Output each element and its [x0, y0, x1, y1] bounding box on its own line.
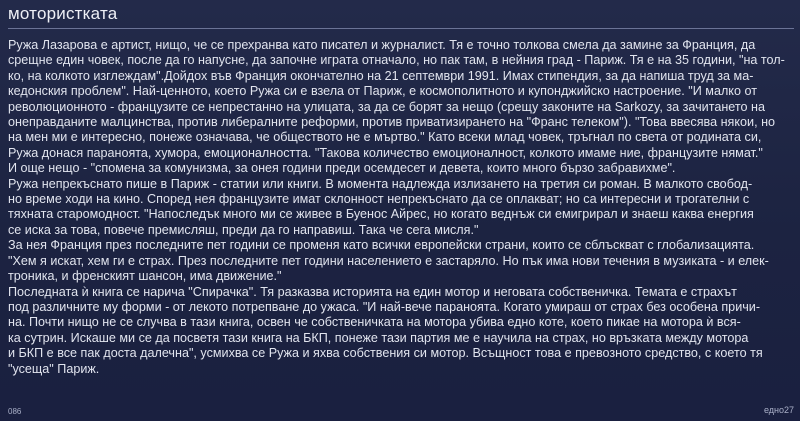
text-line: Ружа непрекъснато пише в Париж - статии или книги. В момента надлежда излизането на третия си роман. В малкото свобод-	[8, 176, 753, 191]
issue-mark: едно27	[763, 405, 794, 415]
text-line: онеправданите малцинства, против либералните реформи, против приватизирането на "Франс телеком"). "Това ввесява някои, но	[8, 115, 776, 130]
text-line: на. Почти нищо не се случва в тази книга, освен че собственичката на мотора убива едно коте, което пикае на мотора ѝ вся-	[8, 315, 741, 330]
text-line: революционното - французите се непрестанно на улицата, за да се борят за нещо (срещу законите на Sarkozy, за зачитането на	[8, 99, 765, 114]
article-body	[8, 38, 792, 377]
text-line: "усеща" Париж.	[8, 361, 100, 376]
text-line: Последната ѝ книга се нарича "Спирачка". Тя разказва историята на един мотор и неговата собственичка. Темата е страхът	[8, 284, 737, 299]
text-line: И още нещо - "спомена за комунизма, за онея години преди осемдесет и девета, които много бързо забравихме".	[8, 161, 676, 176]
text-line: троника, и френският шансон, има движение."	[8, 269, 282, 284]
text-line: на мен ми е интересно, понеже означава, че обществото не е мъртво." Като всеки млад човек, тръгнал по света от родината си,	[8, 130, 762, 145]
text-line: ко, на колкото изглеждам".Дойдох във Франция окончателно на 21 септември 1991. Имах стипендия, за да напиша труд за ма-	[8, 68, 754, 83]
text-line: Ружа Лазарова е артист, нищо, че се прехранва като писател и журналист. Тя е точно толкова смела да замине за Франция, да	[8, 38, 756, 52]
text-line: "Хем я искат, хем ги е страх. През последните пет години населението е застаряло. Но пък има нови течения в музиката - и елек-	[8, 253, 769, 268]
text-line: но време ходи на кино. Според нея французите имат склонност непрекъснато да се оплакват; но са интересни и трогателни с	[8, 192, 750, 207]
text-line: се иска за това, повече премисляш, преди да го направиш. Така че сега мисля."	[8, 222, 479, 237]
page-title: мотористката	[8, 4, 118, 23]
text-line: под различните му форми - от лекото потрепване до ужаса. "И най-вече параноята. Когато умираш от страх без особена причи-	[8, 299, 761, 314]
text-line: За нея Франция през последните пет години се променя като всички европейски страни, които се сблъскват с глобализацията.	[8, 238, 755, 253]
page-number: 086	[8, 407, 22, 416]
text-line: и БКП е все пак доста далечна", усмихва се Ружа и яхва собствения си мотор. Всъщност това е превозното средство, с което тя	[8, 346, 763, 361]
title-divider	[8, 28, 794, 29]
text-line: ка сутрин. Искаше ми се да посветя тази книга на БКП, понеже тази партия ме е научила на страх, но връзката между мотора	[8, 330, 749, 345]
text-line: кедонския проблем". Най-ценното, което Ружа си е взела от Париж, е космополитното и купонджийско настроение. "И малко от	[8, 84, 757, 99]
text-line: тяхната старомодност. "Напоследък много ми се живее в Буенос Айрес, но когато веднъж си емигрирал и знаеш каква енергия	[8, 207, 754, 222]
text-line: срещне един човек, после да го напусне, да започне играта отначало, но пак там, в нейния град - Париж. Тя е на 35 години, "на тол-	[8, 53, 785, 68]
text-line: Ружа донася параноята, хумора, емоционалността. "Такова количество емоционалност, колкото имаме ние, французите нямат."	[8, 145, 763, 160]
